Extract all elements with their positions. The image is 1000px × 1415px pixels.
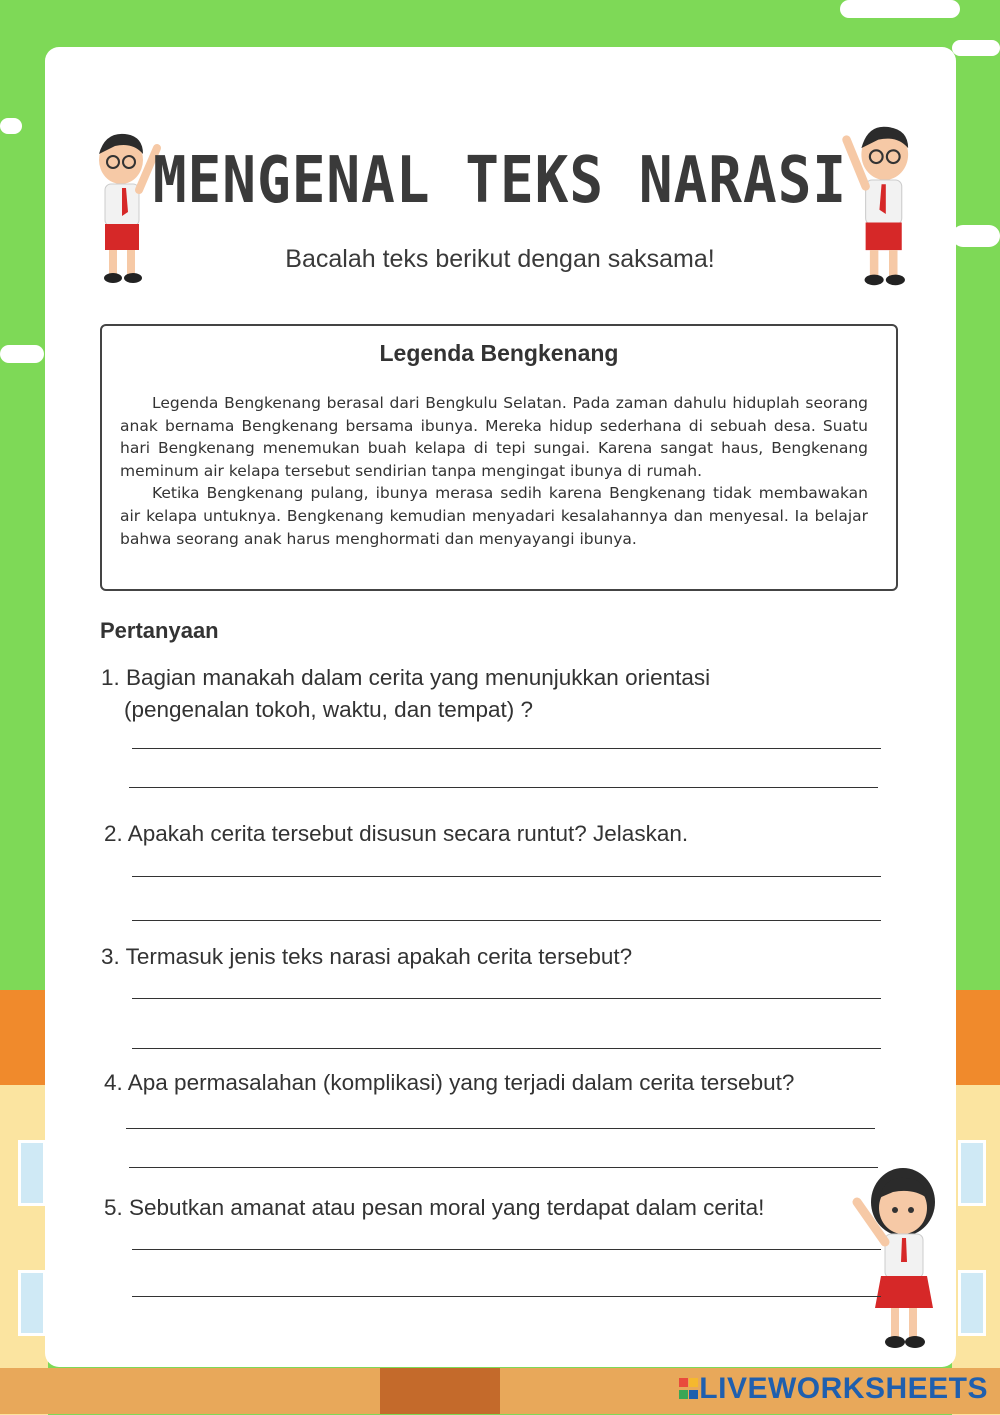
- answer-line-4b[interactable]: [129, 1167, 878, 1168]
- answer-line-4a[interactable]: [126, 1128, 875, 1129]
- question-text: 3. Termasuk jenis teks narasi apakah cerita tersebut?: [101, 944, 633, 969]
- answer-line-3a[interactable]: [132, 998, 881, 999]
- cloud: [952, 225, 1000, 247]
- question-1: [101, 662, 710, 726]
- liveworksheets-logo[interactable]: [679, 1372, 988, 1406]
- answer-line-1b[interactable]: [129, 787, 878, 788]
- page-title: MENGENAL TEKS NARASI: [152, 143, 848, 218]
- question-text: 5. Sebutkan amanat atau pesan moral yang terdapat dalam cerita!: [104, 1195, 765, 1220]
- questions-heading: Pertanyaan: [100, 618, 219, 643]
- story-box: [100, 324, 898, 591]
- story-title: Legenda Bengkenang: [379, 340, 619, 366]
- answer-line-3b[interactable]: [132, 1048, 881, 1049]
- story-body: [120, 392, 868, 550]
- answer-line-1a[interactable]: [132, 748, 881, 749]
- girl-waving-illustration: [845, 1158, 945, 1358]
- question-text: 1. Bagian manakah dalam cerita yang menunjukkan orientasi: [101, 665, 711, 690]
- question-text: 2. Apakah cerita tersebut disusun secara runtut? Jelaskan.: [104, 821, 689, 846]
- question-4: [104, 1067, 794, 1099]
- page-subtitle: Bacalah teks berikut dengan saksama!: [285, 245, 715, 273]
- answer-line-5a[interactable]: [132, 1249, 881, 1250]
- cloud: [0, 345, 44, 363]
- question-3: [101, 941, 632, 973]
- answer-line-5b[interactable]: [132, 1296, 881, 1297]
- cloud: [840, 0, 960, 18]
- answer-line-2b[interactable]: [132, 920, 881, 921]
- cloud: [0, 118, 22, 134]
- question-2: [104, 818, 688, 850]
- liveworksheets-icon: [679, 1378, 699, 1402]
- story-paragraph: Legenda Bengkenang berasal dari Bengkulu Selatan. Pada zaman dahulu hiduplah seorang anak bernama Bengkenang bersama ibunya. Mereka hidup sederhana di sebuah desa. Suatu hari Bengkenang menemukan buah kelapa di tepi sungai. Karena sangat haus, Bengkenang meminum air kelapa tersebut sendirian tanpa mengingat ibunya di rumah.: [120, 394, 868, 480]
- story-paragraph: Ketika Bengkenang pulang, ibunya merasa sedih karena Bengkenang tidak membawakan air kelapa untuknya. Bengkenang kemudian menyadari kesalahannya dan menyesal. Ia belajar bahwa seorang anak harus menghormati dan menyayangi ibunya.: [120, 484, 868, 548]
- question-text: 4. Apa permasalahan (komplikasi) yang terjadi dalam cerita tersebut?: [104, 1070, 795, 1095]
- answer-line-2a[interactable]: [132, 876, 881, 877]
- question-text: (pengenalan tokoh, waktu, dan tempat) ?: [124, 697, 534, 722]
- brand-name: LIVEWORKSHEETS: [699, 1372, 988, 1405]
- cloud: [952, 40, 1000, 56]
- question-5: [104, 1192, 764, 1224]
